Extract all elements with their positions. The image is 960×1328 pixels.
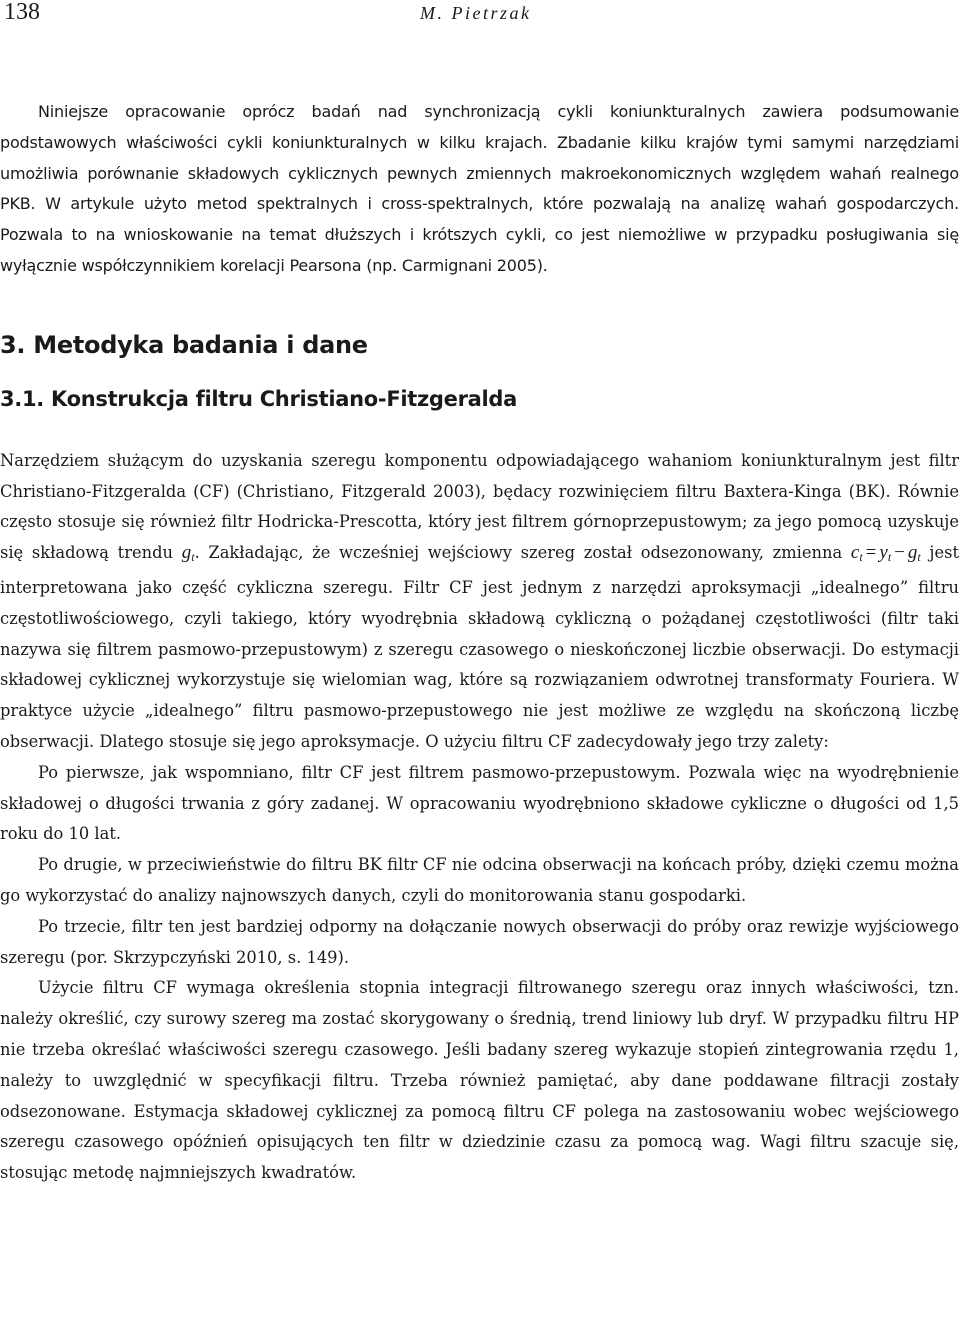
section-body [0, 446, 959, 1189]
math-symbol-y: y [879, 542, 888, 564]
text-run: jest interpretowana jako część cykliczna szeregu. Filtr CF jest jednym z narzędzi aproksymacji „idealnego” filtru częstotliwościowego, czyli takiego, który wyodrębnia składową cykliczną o pożądanej częstotliwości (filtr taki nazywa się filtrem pasmowo-przepustowym) z szeregu czasowego o nieskończonej liczbie obserwacji. Do estymacji składowej cyklicznej wykorzystuje się wielomian wag, które są rozwiązaniem odwrotnej transformaty Fouriera. W praktyce użycie „idealnego” filtru pasmowo-przepustowego nie jest możliwe ze względu na skończoną liczbę obserwacji. Dlatego stosuje się jego aproksymacje. O użyciu filtru CF zadecydowały jego trzy zalety: [0, 543, 959, 751]
running-head-author: M. Pietrzak [420, 3, 532, 23]
math-subscript: t [887, 550, 892, 565]
math-subscript: t [191, 550, 195, 565]
subsection-heading: 3.1. Konstrukcja filtru Christiano-Fitzgeralda [0, 386, 518, 411]
math-minus: − [894, 542, 905, 564]
math-subscript: t [917, 550, 921, 565]
text-run: . Zakładając, że wcześniej wejściowy szereg został odsezonowany, zmienna [194, 543, 851, 563]
body-paragraph-second-advantage: Po drugie, w przeciwieństwie do filtru BK filtr CF nie odcina obserwacji na końcach próby, dzięki czemu można go wykorzystać do analizy najnowszych danych, czyli do monitorowania stanu gospodarki. [0, 855, 959, 905]
intro-paragraph: Niniejsze opracowanie oprócz badań nad synchronizacją cykli koniunkturalnych zawiera podsumowanie podstawowych właściwości cykli koniunkturalnych w kilku krajach. Zbadanie kilku krajów tymi samymi narzędziami umożliwia porównanie składowych cyklicznych pewnych zmiennych makroekonomicznych względem wahań realnego PKB. W artykule użyto metod spektralnych i cross-spektralnych, które pozwalają na analizę wahań gospodarczych. Pozwala to na wnioskowanie na temat dłuższych i krótszych cykli, co jest niemożliwe w przypadku posługiwania się wyłącznie współczynnikiem korelacji Pearsona (np. Carmignani 2005). [0, 102, 959, 275]
math-symbol-g: g [181, 542, 192, 564]
math-subscript: t [859, 550, 863, 565]
page-number: 138 [4, 0, 40, 25]
body-paragraph-cf-filter [0, 446, 959, 758]
page-header [0, 0, 960, 30]
math-equals: = [865, 542, 877, 564]
cycle-formula [851, 542, 921, 563]
body-paragraph-first-advantage: Po pierwsze, jak wspomniano, filtr CF jest filtrem pasmowo-przepustowym. Pozwala więc na wyodrębnienie składowej o długości trwania z góry zadanej. W opracowaniu wyodrębniono składowe cykliczne o długości od 1,5 roku do 10 lat. [0, 762, 959, 844]
text-run: Narzędziem służącym do uzyskania szeregu komponentu odpowiadającego wahaniom koniunkturalnym jest filtr Christiano-Fitzgeralda (CF) (Christiano, Fitzgerald 2003), będacy rozwinięciem filtru Baxtera-Kinga (BK). Równie często stosuje się również filtr Hodricka-Prescotta, który jest filtrem górnoprzepustowym; za jego pomocą uzyskuje się składową trendu [0, 450, 959, 563]
math-symbol-c: c [850, 542, 860, 564]
trend-formula [182, 542, 195, 563]
section-heading: 3. Metodyka badania i dane [0, 330, 368, 359]
body-paragraph-third-advantage: Po trzecie, filtr ten jest bardziej odporny na dołączanie nowych obserwacji do próby oraz rewizje wyjściowego szeregu (por. Skrzypczyński 2010, s. 149). [0, 916, 959, 967]
page-content [0, 70, 959, 1189]
math-symbol-g: g [907, 542, 918, 564]
body-paragraph-cf-usage: Użycie filtru CF wymaga określenia stopnia integracji filtrowanego szeregu oraz innych właściwości, tzn. należy określić, czy surowy szereg ma zostać skorygowany o średnią, trend liniowy lub dryf. W przypadku filtru HP nie trzeba określać właściwości szeregu czasowego. Jeśli badany szereg wykazuje stopień zintegrowania rzędu 1, należy to uwzględnić w specyfikacji filtru. Trzeba również pamiętać, aby dane poddawane filtracji zostały odsezonowane. Estymacja składowej cyklicznej za pomocą filtru CF polega na zastosowaniu wobec wejściowego szeregu czasowego opóźnień opisujących ten filtr w dziedzinie czasu za pomocą wag. Wagi filtru szacuje się, stosując metodę najmniejszych kwadratów. [0, 978, 959, 1183]
